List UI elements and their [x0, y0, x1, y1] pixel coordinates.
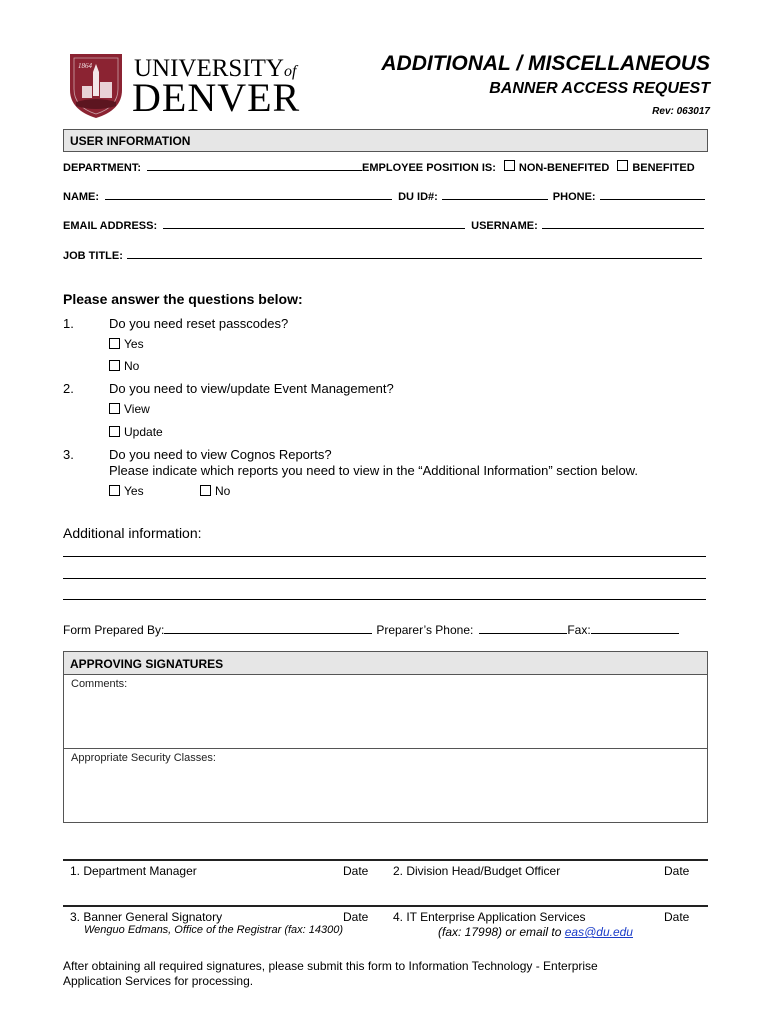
q2-update-label: Update — [124, 425, 163, 439]
q1-no-checkbox[interactable] — [109, 360, 120, 371]
q3-yes-checkbox[interactable] — [109, 485, 120, 496]
revision-number: Rev: 063017 — [652, 106, 710, 117]
prepared-by-label: Form Prepared By: — [63, 623, 165, 637]
phone-field[interactable] — [600, 188, 705, 200]
prepared-by-row — [63, 622, 708, 637]
non-benefited-label: NON-BENEFITED — [518, 162, 610, 174]
question-2-number: 2. — [63, 381, 74, 396]
footer-instructions-line1: After obtaining all required signatures, please submit this form to Information Technology - Enterprise — [63, 959, 598, 973]
signature-4-date: Date — [664, 910, 690, 924]
q1-option-no[interactable] — [109, 359, 139, 373]
wordmark-university: UNIVERSITY — [134, 55, 284, 82]
job-title-field[interactable] — [127, 247, 702, 259]
department-label: DEPARTMENT: — [63, 162, 142, 174]
q2-update-checkbox[interactable] — [109, 426, 120, 437]
form-title-line2: BANNER ACCESS REQUEST — [489, 80, 710, 97]
university-seal-icon — [68, 52, 124, 120]
signature-line-bottom[interactable] — [63, 905, 708, 907]
q3-no-label: No — [215, 484, 231, 498]
q1-option-yes[interactable] — [109, 337, 144, 351]
footer-instructions-line2: Application Services for processing. — [63, 974, 254, 988]
q3-yes-label: Yes — [124, 484, 144, 498]
question-1-text: Do you need reset passcodes? — [109, 316, 289, 331]
du-id-field[interactable] — [442, 188, 548, 200]
name-label: NAME: — [63, 191, 100, 203]
department-field[interactable] — [147, 159, 362, 171]
signature-2-date: Date — [664, 864, 690, 878]
q1-yes-label: Yes — [124, 337, 144, 351]
signature-3-label: 3. Banner General Signatory — [70, 910, 223, 924]
phone-label: PHONE: — [552, 191, 596, 203]
approving-signatures-header: APPROVING SIGNATURES — [63, 651, 708, 675]
email-field[interactable] — [163, 217, 465, 229]
q2-view-checkbox[interactable] — [109, 403, 120, 414]
security-classes-box[interactable] — [63, 748, 708, 823]
benefited-label: BENEFITED — [632, 162, 695, 174]
signature-2-label: 2. Division Head/Budget Officer — [393, 864, 561, 878]
additional-info-line-2[interactable] — [63, 578, 706, 579]
question-2-text: Do you need to view/update Event Management? — [109, 381, 394, 396]
eas-email-link[interactable]: eas@du.edu — [564, 925, 633, 939]
wordmark-denver: DENVER — [132, 75, 301, 120]
q3-option-no[interactable] — [200, 484, 230, 498]
name-row — [63, 188, 708, 203]
fax-label: Fax: — [567, 623, 591, 637]
comments-label: Comments: — [71, 678, 128, 690]
q1-yes-checkbox[interactable] — [109, 338, 120, 349]
q2-view-label: View — [124, 402, 150, 416]
signature-1-label: 1. Department Manager — [70, 864, 197, 878]
security-classes-label: Appropriate Security Classes: — [71, 752, 216, 764]
username-label: USERNAME: — [471, 220, 538, 232]
form-title-line1: ADDITIONAL / MISCELLANEOUS — [381, 52, 710, 75]
question-1-number: 1. — [63, 316, 74, 331]
username-field[interactable] — [542, 217, 704, 229]
preparer-phone-field[interactable] — [479, 622, 567, 634]
fax-field[interactable] — [591, 622, 679, 634]
signature-1-date: Date — [343, 864, 369, 878]
q3-no-checkbox[interactable] — [200, 485, 211, 496]
question-3-number: 3. — [63, 447, 74, 462]
q2-option-view[interactable] — [109, 402, 150, 416]
svg-text:1864: 1864 — [78, 62, 92, 70]
benefited-checkbox[interactable] — [617, 160, 628, 171]
comments-box[interactable] — [63, 674, 708, 749]
job-title-row — [63, 247, 708, 262]
user-information-header: USER INFORMATION — [63, 129, 708, 152]
name-field[interactable] — [105, 188, 392, 200]
email-row — [63, 217, 708, 232]
department-row — [63, 159, 708, 174]
prepared-by-field[interactable] — [164, 622, 372, 634]
job-title-label: JOB TITLE: — [63, 250, 123, 262]
additional-info-line-1[interactable] — [63, 556, 706, 557]
signature-line-top[interactable] — [63, 859, 708, 861]
signature-3-date: Date — [343, 910, 369, 924]
additional-info-line-3[interactable] — [63, 599, 706, 600]
questions-heading: Please answer the questions below: — [63, 291, 303, 307]
q2-option-update[interactable] — [109, 425, 163, 439]
question-3-text: Do you need to view Cognos Reports? — [109, 447, 332, 462]
signature-4-subtext — [438, 925, 633, 939]
wordmark-of: of — [284, 63, 297, 80]
signature-4-fax: (fax: 17998) or email to — [438, 925, 562, 939]
university-logo — [68, 52, 301, 120]
du-id-label: DU ID#: — [398, 191, 438, 203]
preparer-phone-label: Preparer’s Phone: — [376, 623, 474, 637]
signature-4-label: 4. IT Enterprise Application Services — [393, 910, 586, 924]
q3-option-yes[interactable] — [109, 484, 144, 498]
non-benefited-checkbox[interactable] — [504, 160, 515, 171]
email-label: EMAIL ADDRESS: — [63, 220, 158, 232]
q1-no-label: No — [124, 359, 140, 373]
additional-info-label: Additional information: — [63, 525, 202, 541]
employee-position-label: EMPLOYEE POSITION IS: — [362, 162, 496, 174]
question-3-subtext: Please indicate which reports you need to view in the “Additional Information” section below. — [109, 463, 638, 478]
signature-3-subtext: Wenguo Edmans, Office of the Registrar (fax: 14300) — [84, 924, 344, 936]
